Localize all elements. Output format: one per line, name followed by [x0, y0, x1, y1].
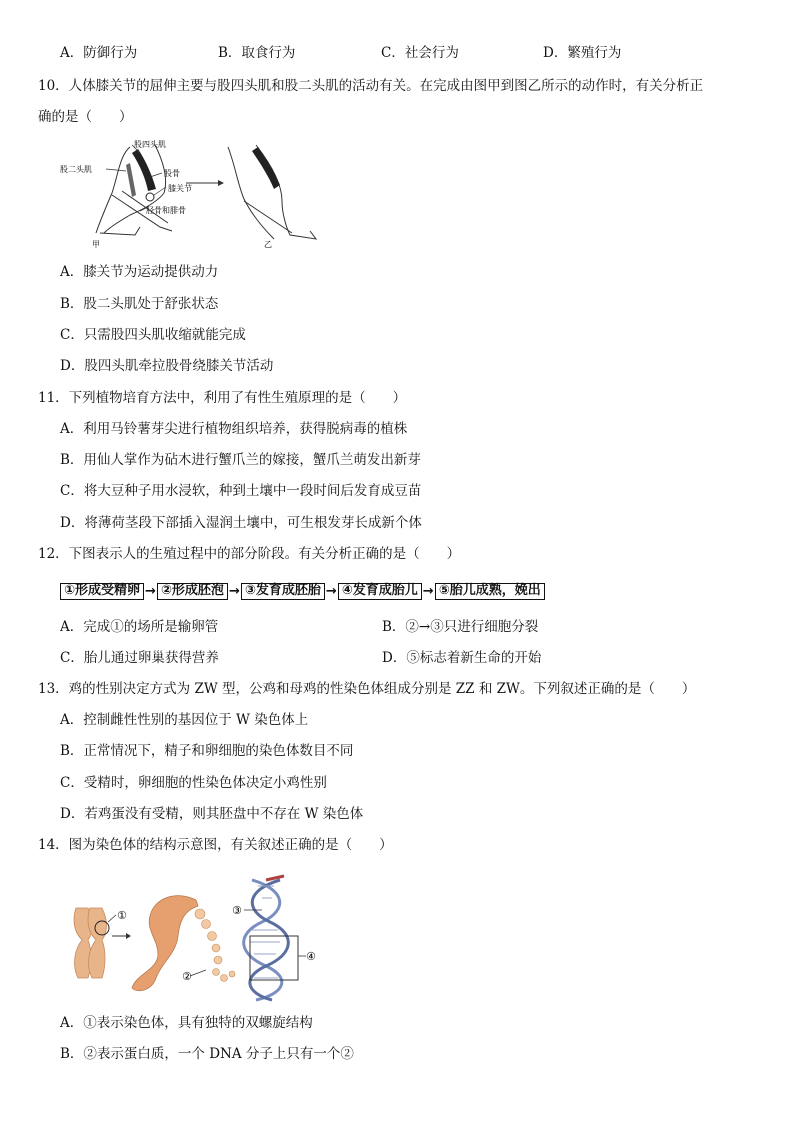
label-biceps: 股二头肌	[60, 165, 92, 174]
q11-option-a: A．利用马铃薯芽尖进行植物组织培养，获得脱病毒的植株	[60, 421, 408, 437]
q12-option-d: D．⑤标志着新生命的开始	[382, 650, 542, 666]
quadriceps-muscle-shape	[132, 149, 156, 191]
nucleosome-beads	[195, 909, 235, 982]
q10-stem-line2: 确的是（ ）	[38, 109, 133, 125]
flow-step-5: ⑤胎儿成熟，娩出	[435, 583, 545, 600]
q13-option-b: B．正常情况下，精子和卵细胞的染色体数目不同	[60, 743, 354, 759]
knee-joint-circle	[146, 193, 154, 201]
biceps-muscle-shape	[126, 163, 136, 197]
q9-option-d: D．繁殖行为	[543, 45, 622, 61]
knee-joint-figure	[60, 135, 330, 250]
label-yi: 乙	[264, 240, 272, 249]
q14-option-a: A．①表示染色体，具有独特的双螺旋结构	[60, 1015, 313, 1031]
q13-option-a: A．控制雌性性别的基因位于 W 染色体上	[60, 712, 309, 728]
q12-option-a: A．完成①的场所是输卵管	[60, 619, 219, 635]
dna-segment-box	[250, 936, 298, 980]
q10-option-b: B．股二头肌处于舒张状态	[60, 296, 219, 312]
q14-option-b: B．②表示蛋白质，一个 DNA 分子上只有一个②	[60, 1046, 354, 1062]
q10-option-a: A．膝关节为运动提供动力	[60, 264, 219, 280]
q13-stem: 13．鸡的性别决定方式为 ZW 型，公鸡和母鸡的性染色体组成分别是 ZZ 和 ZW。下列叙述正确的是（ ）	[38, 681, 696, 697]
flow-step-3: ③发育成胚胎	[241, 583, 325, 600]
flow-step-2: ②形成胚泡	[157, 583, 228, 600]
flow-arrow-3: →	[325, 583, 337, 599]
q11-option-b: B．用仙人掌作为砧木进行蟹爪兰的嫁接，蟹爪兰萌发出新芽	[60, 452, 421, 468]
q11-option-c: C．将大豆种子用水浸软，种到土壤中一段时间后发育成豆苗	[60, 483, 422, 499]
q11-stem: 11．下列植物培育方法中，利用了有性生殖原理的是（ ）	[38, 390, 407, 406]
marker-3: ③	[232, 904, 242, 917]
chromosome-arrow	[126, 933, 131, 939]
label-tibia: 胫骨和腓骨	[146, 206, 186, 215]
label-knee: 膝关节	[168, 184, 192, 193]
dna-gene-segment	[266, 876, 284, 880]
q13-option-c: C．受精时，卵细胞的性染色体决定小鸡性别	[60, 775, 327, 791]
flow-arrow-1: →	[145, 583, 156, 599]
marker-1: ①	[117, 909, 127, 922]
label-jia: 甲	[92, 240, 100, 249]
q12-option-b: B．②→③只进行细胞分裂	[382, 619, 539, 635]
q10-option-d: D．股四头肌牵拉股骨绕膝关节活动	[60, 358, 274, 374]
q11-option-d: D．将薄荷茎段下部插入湿润土壤中，可生根发芽长成新个体	[60, 515, 422, 531]
leg-yi-drawing	[228, 145, 316, 239]
q12-option-c: C．胎儿通过卵巢获得营养	[60, 650, 219, 666]
q14-stem: 14．图为染色体的结构示意图，有关叙述正确的是（ ）	[38, 837, 393, 853]
q12-stem: 12．下图表示人的生殖过程中的部分阶段。有关分析正确的是（ ）	[38, 546, 461, 562]
flow-step-4: ④发育成胎儿	[338, 583, 422, 600]
q10-option-c: C．只需股四头肌收缩就能完成	[60, 327, 246, 343]
yi-quadriceps-shape	[252, 147, 280, 189]
label-quadriceps: 股四头肌	[134, 140, 166, 149]
q9-option-c: C．社会行为	[381, 45, 459, 61]
reproduction-flowchart	[60, 582, 545, 600]
chromosome-structure-figure	[66, 870, 336, 1005]
q9-option-b: B．取食行为	[218, 45, 296, 61]
q10-stem-line1: 10．人体膝关节的屈伸主要与股四头肌和股二头肌的活动有关。在完成由图甲到图乙所示的动作时，有关分析正	[38, 78, 704, 94]
label-femur: 股骨	[164, 169, 180, 178]
flow-arrow-2: →	[228, 583, 240, 599]
marker-4: ④	[306, 950, 316, 963]
q13-option-d: D．若鸡蛋没有受精，则其胚盘中不存在 W 染色体	[60, 806, 364, 822]
chromosome-x-shape	[74, 908, 107, 978]
q9-option-a: A．防御行为	[60, 45, 138, 61]
marker-2: ②	[182, 970, 192, 983]
figure-arrow-head	[218, 180, 224, 186]
flow-step-1: ①形成受精卵	[60, 583, 144, 600]
flow-arrow-4: →	[422, 583, 434, 599]
